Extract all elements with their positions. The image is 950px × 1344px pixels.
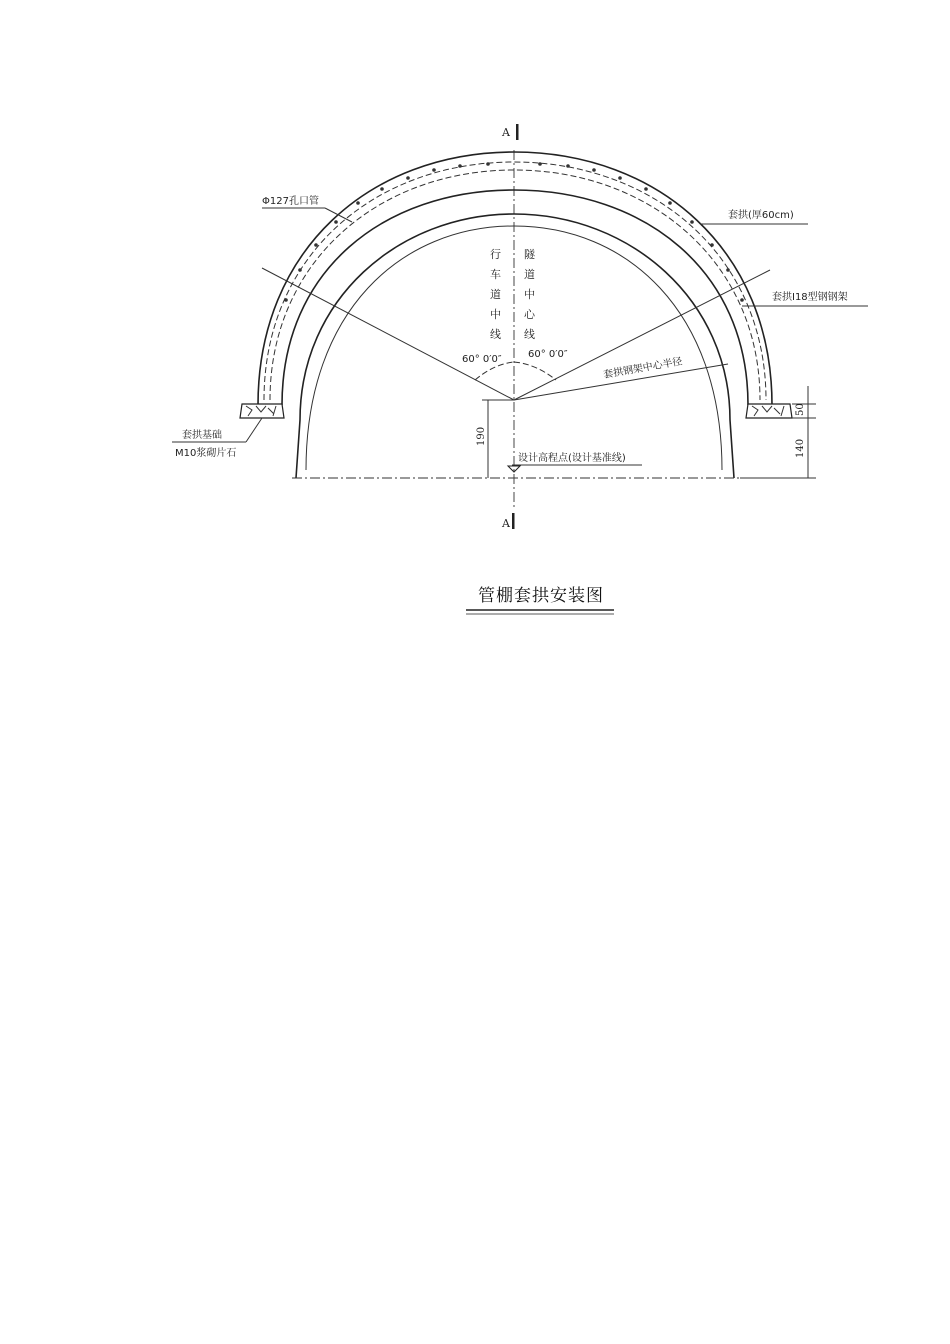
svg-text:心: 心 bbox=[524, 308, 535, 321]
dim-140-text: 140 bbox=[795, 438, 806, 458]
svg-text:隧: 隧 bbox=[524, 248, 535, 261]
foundation-right bbox=[746, 404, 792, 418]
steel-frame-label: 套拱I18型钢钢架 bbox=[772, 292, 848, 303]
sleeve-arch-label: 套拱(厚60cm) bbox=[728, 210, 794, 221]
svg-text:线: 线 bbox=[490, 328, 501, 341]
foundation-label-line2: M10浆砌片石 bbox=[175, 448, 237, 459]
svg-text:车: 车 bbox=[490, 268, 501, 281]
design-elevation-label: 设计高程点(设计基准线) bbox=[518, 453, 626, 464]
tunnel-lining-arch bbox=[296, 214, 734, 478]
svg-text:中: 中 bbox=[490, 308, 501, 321]
drawing-title: 管棚套拱安装图 bbox=[478, 586, 604, 606]
section-bar-top bbox=[516, 124, 519, 140]
lane-centerline-label bbox=[490, 248, 501, 341]
section-mark-top: A bbox=[502, 126, 510, 139]
angle-label-left: 60° 0′0″ bbox=[462, 354, 502, 365]
svg-text:行: 行 bbox=[490, 248, 501, 261]
foundation-left bbox=[240, 404, 284, 418]
tunnel-centerline-label bbox=[524, 248, 536, 341]
dim-50-text: 50 bbox=[795, 403, 806, 416]
pipe-line-outer bbox=[264, 162, 766, 400]
svg-text:线: 线 bbox=[524, 328, 535, 341]
section-mark-bottom: A bbox=[502, 517, 510, 530]
radial-line-left bbox=[262, 268, 514, 400]
angle-label-right: 60° 0′0″ bbox=[528, 349, 568, 360]
tunnel-arch-drawing bbox=[0, 0, 950, 640]
radial-line-right bbox=[514, 270, 770, 400]
foundation-leader bbox=[246, 418, 262, 442]
frame-radius-label: 套拱钢架中心半径 bbox=[602, 356, 684, 381]
section-bar-bottom bbox=[512, 513, 515, 529]
dim-190-text: 190 bbox=[476, 426, 487, 446]
pipe-label: Φ127孔口管 bbox=[262, 196, 319, 207]
angle-arc-right bbox=[514, 362, 556, 380]
foundation-label-line1: 套拱基础 bbox=[182, 430, 222, 441]
pipe-line-inner bbox=[270, 170, 760, 400]
svg-text:中: 中 bbox=[524, 288, 535, 301]
pipe-leader bbox=[325, 208, 352, 222]
svg-text:道: 道 bbox=[524, 268, 535, 281]
svg-text:道: 道 bbox=[490, 288, 501, 301]
